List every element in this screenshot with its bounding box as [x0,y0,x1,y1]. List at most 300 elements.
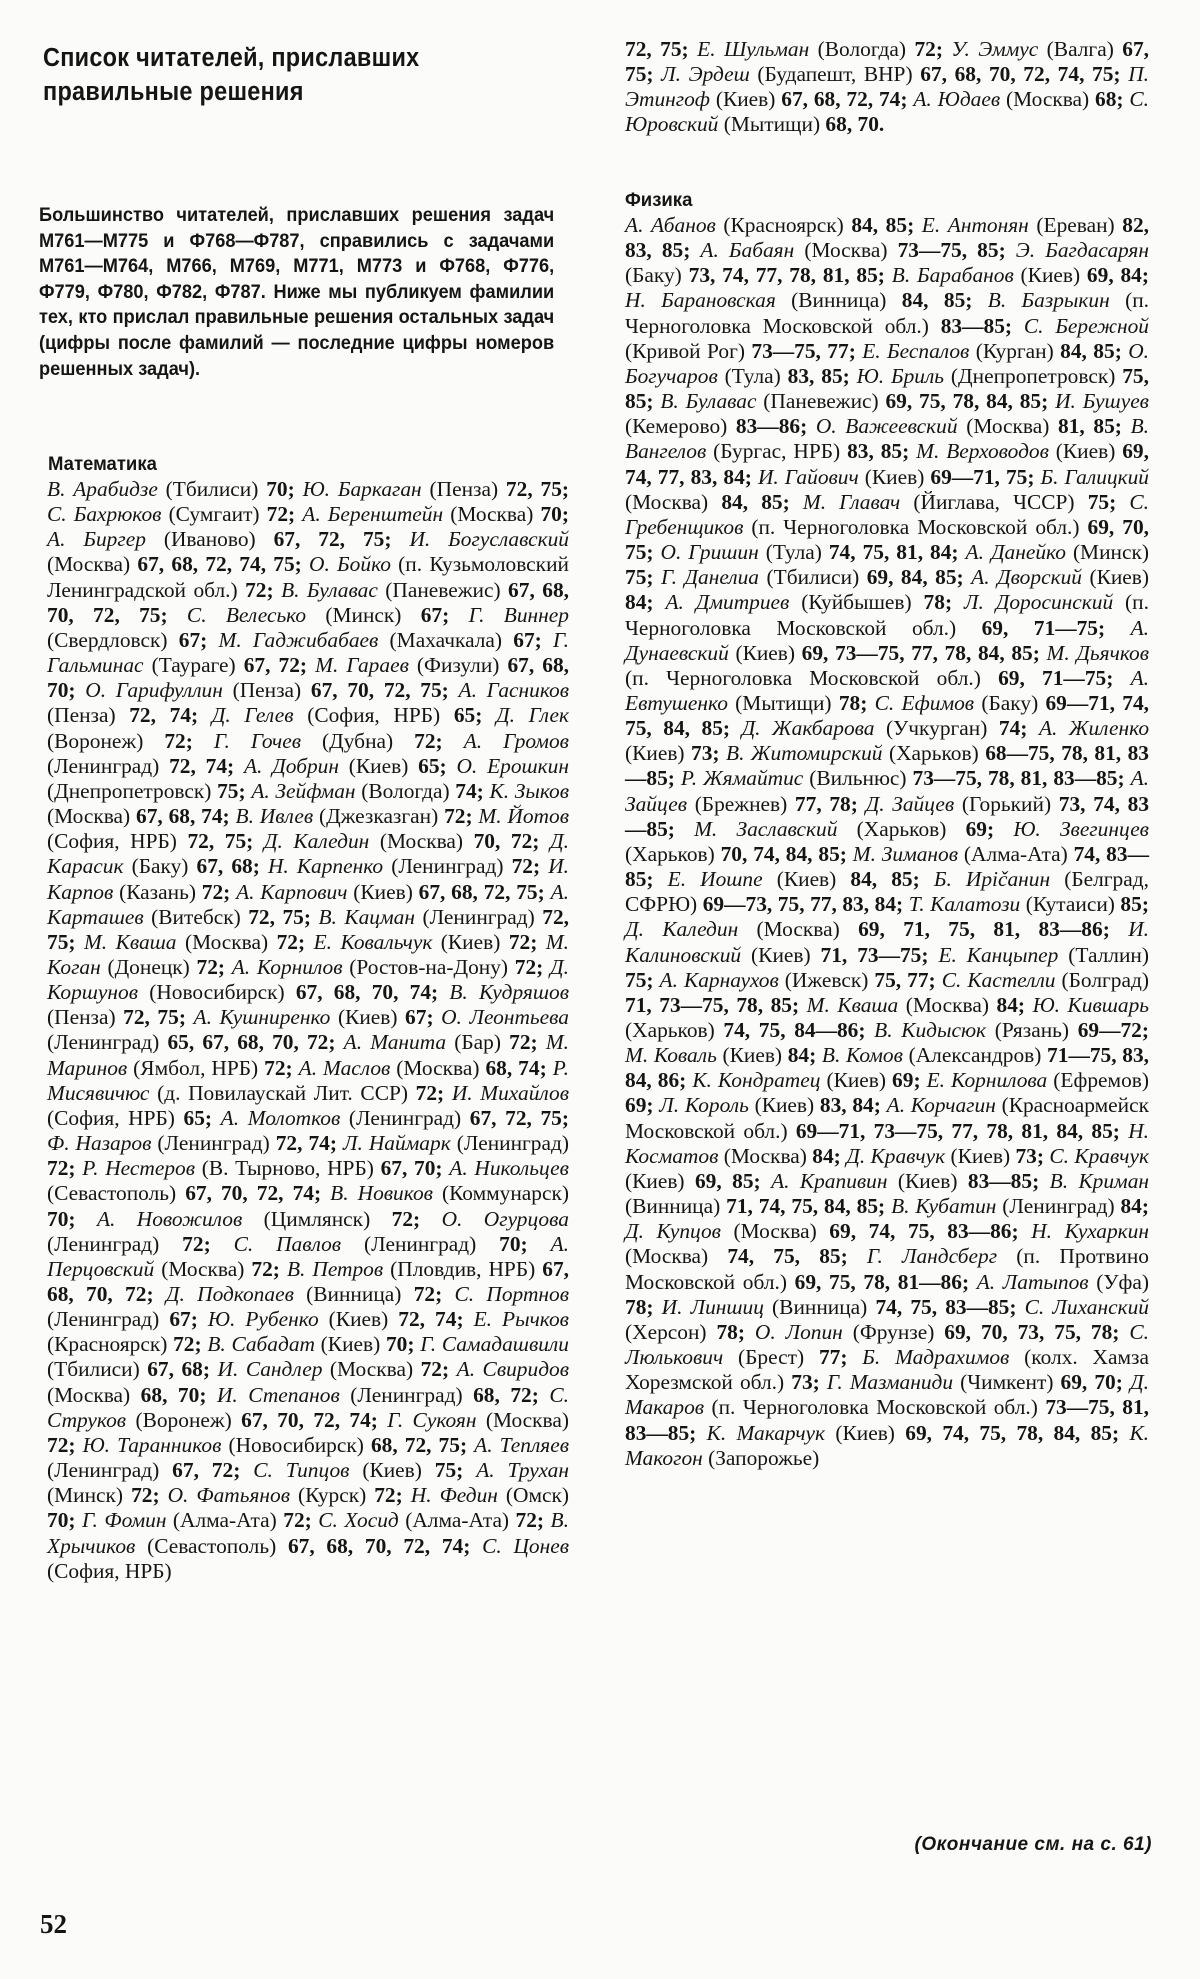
problem-numbers: 68—75, 78, 81, 83—85; [625,741,1150,791]
reader-city: (Вильнюс) [803,766,907,791]
reader-name: П. Этингоф [625,62,1149,112]
reader-name: Д. Зайцев [865,791,955,816]
reader-name: Р. Жямайтис [680,766,804,791]
reader-city: (Киев) [338,753,409,778]
problem-numbers: 78; [831,690,868,715]
reader-name: О. Огурцова [441,1206,569,1231]
reader-name: М. Заславский [694,816,838,841]
problem-numbers: 67, 68, 70, 72, 74; [276,1533,471,1558]
reader-name: О. Важеевский [815,414,958,439]
problem-numbers: 70, 72; [463,829,540,854]
reader-city: (Днепропетровск) [47,778,212,803]
reader-name: Д. Карасик [47,829,569,879]
reader-city: (Пенза) [47,703,116,728]
reader-name: О. Лопин [754,1319,843,1344]
reader-city: (Баку) [123,854,189,879]
reader-name: М. Зиманов [852,841,959,866]
reader-name: О. Гарифуллин [85,678,223,703]
reader-city: (Ленинград) [47,1030,160,1055]
reader-name: А. Зайцев [625,766,1149,816]
reader-city: (Баку) [974,690,1039,715]
problem-numbers: 68, 70. [820,112,885,137]
problem-numbers: 67, 68, 70; [47,653,570,703]
reader-city: (Кривой Рог) [625,338,745,363]
problem-numbers: 69; [946,816,995,841]
reader-city: (Винница) [763,1294,868,1319]
reader-city: (Ленинград) [339,1382,463,1407]
reader-entry [661,540,959,564]
reader-entry [207,1332,414,1356]
reader-entry [807,993,1025,1017]
reader-city: (Киев) [625,1168,685,1193]
reader-name: Д. Купцов [625,1219,721,1244]
reader-city: (Валга) [1038,37,1114,61]
problem-numbers: 72; [401,1282,443,1306]
problem-numbers: 69, 75, 78, 84, 85; [878,389,1049,414]
reader-entry [236,804,473,828]
reader-name: В. Булавас [660,389,757,414]
problem-numbers: 72; [237,577,274,602]
reader-city: (София, НРБ) [47,1105,175,1130]
reader-city: (п. Протвино Московской обл.) [625,1244,1149,1294]
problem-numbers: 70; [47,1206,76,1231]
reader-city: (д. Повилаускай Лит. ССР) [149,1080,408,1105]
reader-entry [214,729,443,753]
reader-entry [232,955,544,979]
reader-city: (Алма-Ата) [958,841,1068,866]
problem-numbers: 75, 77; [868,967,936,992]
reader-name: С. Портнов [454,1282,570,1306]
problem-numbers: 81, 85; [1049,414,1122,439]
reader-city: (Киев) [432,929,501,954]
problem-numbers: 72; [366,1483,403,1508]
reader-city: (Киев) [349,1458,422,1483]
reader-entry [344,1030,538,1054]
reader-name: А. Корнилов [231,954,343,979]
reader-name: М. Коваль [625,1043,717,1068]
reader-name: А. Бабаян [700,238,795,263]
problem-numbers: 72; [906,37,943,61]
problem-numbers: 83, 85; [840,439,910,464]
reader-city: (Москва) [898,992,989,1017]
problem-numbers: 67, 68; [188,854,260,879]
problem-numbers: 72, 74; [115,703,199,728]
reader-entry [221,1106,569,1130]
reader-city: (Запорожье) [702,1445,820,1470]
problem-numbers: 72, 75; [176,829,254,854]
problem-numbers: 70; [533,502,569,527]
problem-numbers: 72; [438,804,473,829]
reader-city: (Ростов-на-Дону) [342,954,509,979]
problem-numbers: 69, 70, 75; [625,514,1149,565]
reader-city: (Ленинград) [47,1307,160,1332]
problem-numbers: 84, 85; [708,489,790,514]
reader-city: (Киев) [318,1307,389,1332]
reader-name: В. Кубатин [891,1194,997,1219]
reader-name: О. Леонтьева [441,1005,569,1030]
reader-city: (Киев) [1081,565,1150,590]
reader-name: Т. Калатози [908,892,1021,917]
reader-name: А. Громов [463,728,569,753]
problem-numbers: 72; [508,954,544,979]
problem-numbers: 69, 71—75; [980,665,1114,690]
problem-numbers: 74, 75, 81, 84; [821,540,959,565]
reader-name: С. Ефимов [874,690,975,715]
reader-name: Ю. Звегинцев [1013,816,1149,841]
reader-name: А. Никольцев [449,1156,569,1181]
problem-numbers: 84, 85; [1053,338,1122,363]
problem-numbers: 70; [258,477,295,501]
problem-numbers: 70; [47,1508,76,1533]
reader-entry [83,1433,467,1457]
reader-entry [208,1307,464,1331]
reader-name: Н. Федин [410,1483,498,1508]
reader-name: Л. Эрдеш [661,62,750,87]
reader-name: И. Линшиц [661,1294,764,1319]
problem-numbers: 83—86; [727,414,808,439]
reader-entry [85,678,449,702]
problem-numbers: 72; [159,1231,211,1256]
reader-name: В. Кацман [318,904,415,929]
reader-name: М. Гараев [315,653,409,678]
reader-name: С. Павлов [233,1231,342,1256]
problem-numbers: 84, 85; [836,867,920,892]
reader-city: (Болград) [1055,967,1149,992]
reader-city: (Киев) [820,1068,887,1093]
problem-numbers: 77; [804,1345,848,1370]
reader-name: Г. Гальминас [47,627,569,678]
problem-numbers: 73; [1010,1143,1044,1168]
reader-name: Н. Косматов [625,1118,1149,1168]
problem-numbers: 68, 72; [462,1382,539,1407]
reader-name: Б. Галицкий [1040,464,1149,489]
reader-city: (Махачкала) [378,627,503,652]
reader-name: О. Бойко [309,552,391,577]
problem-numbers: 65; [174,1105,213,1130]
reader-city: (В. Тырново, НРБ) [195,1156,374,1181]
reader-name: Э. Багдасарян [1015,238,1149,263]
reader-city: (Цимлянск) [242,1206,371,1231]
reader-city: (Учкурган) [874,716,988,741]
reader-entry [314,930,538,954]
reader-name: А. Карпович [236,879,348,904]
problem-numbers: 71—75, 83, 84, 86; [625,1043,1149,1093]
reader-name: В. Петров [286,1256,384,1281]
reader-city: (Воронеж) [47,728,144,753]
problem-numbers: 72; [143,728,193,753]
problem-numbers: 69, 74, 77, 83, 84; [625,439,1149,489]
problem-numbers: 75; [1074,489,1117,514]
reader-name: С. Хосид [318,1508,399,1533]
reader-city: (Свердловск) [47,627,168,652]
reader-name: Ю. Бриль [856,363,945,388]
page-number: 52 [40,1909,67,1939]
problem-numbers: 73; [784,1370,820,1395]
problem-numbers: 83, 84; [814,1093,881,1118]
reader-city: (Киев) [1048,439,1116,464]
reader-city: (Рязань) [986,1018,1070,1042]
problem-numbers: 67, 70, 72, 74; [176,1181,322,1206]
reader-city: (Тбилиси) [759,565,860,590]
reader-name: Д. Гелев [211,703,294,728]
reader-name: А. Манита [343,1030,447,1055]
reader-name: С. Типцов [253,1458,350,1483]
reader-city: (Ленинград) [341,1231,477,1256]
problem-numbers: 84, 85; [843,213,915,237]
reader-entry [253,1458,463,1482]
problem-numbers: 73—75, 85; [887,238,1006,263]
reader-name: В. Арабидзе [47,477,158,501]
reader-name: Ю. Рубенко [207,1307,319,1332]
reader-city: (Тбилиси) [157,477,259,501]
reader-name: Д. Кравчук [846,1143,946,1168]
reader-city: (Ижевск) [778,967,869,992]
reader-city: (Киев) [762,867,837,892]
reader-name: Р. Мисявичюс [47,1055,569,1105]
problem-numbers: 83—85; [957,1168,1040,1193]
reader-name: И. Богуславский [409,527,569,552]
reader-name: Н. Кухаркин [1031,1219,1149,1244]
reader-city: (Минск) [47,1483,124,1508]
problem-numbers: 68, 72, 75; [363,1432,468,1457]
problem-numbers: 72; [47,1432,76,1457]
problem-numbers: 67; [397,1005,434,1030]
reader-city: (Фрунзе) [842,1319,935,1344]
reader-city: (Пенза) [222,678,302,703]
reader-city: (Минск) [1065,540,1149,565]
problem-numbers: 71, 74, 75, 84, 85; [720,1194,886,1219]
reader-city: (Ленинград) [340,1105,462,1130]
reader-entry [694,817,994,841]
section-heading-math: Математика [48,453,157,475]
reader-name: А. Перцовский [47,1231,569,1281]
reader-city: (Брест) [723,1345,805,1370]
reader-name: И. Степанов [216,1382,340,1407]
reader-name: У. Эммус [951,37,1039,61]
reader-name: Е. Антонян [921,213,1029,237]
problem-numbers: 75; [625,565,654,590]
reader-entry [302,502,569,526]
reader-name: Д. Каледин [625,917,739,942]
reader-name: Д. Подкопаев [165,1282,294,1306]
reader-city: (Москва) [718,1143,807,1168]
problem-numbers: 75; [211,778,246,803]
reader-name: В. Комов [821,1043,903,1068]
reader-name: Г. Ландсберг [866,1244,998,1269]
reader-city: (Харьков) [625,1018,715,1042]
reader-name: А. Зейфман [251,778,356,803]
reader-city: (Дубна) [301,728,394,753]
problem-numbers: 67, 68, 70, 72; [47,1256,569,1306]
problem-numbers: 69, 84; [1080,263,1149,288]
reader-name: О. Гришин [660,540,759,565]
reader-name: А. Абанов [625,213,716,237]
reader-name: Л. Доросинский [964,590,1114,615]
reader-name: Г. Данелиа [661,565,760,590]
problem-numbers: 74, 75, 83—85; [867,1294,1017,1319]
problem-numbers: 72; [370,1206,421,1231]
problem-numbers: 65; [408,753,447,778]
reader-city: (Севастополь) [135,1533,277,1558]
problem-numbers: 70; [476,1231,528,1256]
reader-city: (Москва) [794,238,888,263]
reader-name: А. Тепляев [474,1432,569,1457]
problem-numbers: 69—73, 75, 77, 83, 84; [697,892,904,917]
reader-city: (колх. Хамза Хорезмской обл.) [625,1345,1149,1395]
reader-name: С. Юровский [625,87,1149,137]
problem-numbers: 83—85; [928,313,1013,338]
reader-city: (Баку) [625,263,682,288]
section-heading-physics: Физика [625,189,693,211]
reader-name: В. Криман [1049,1168,1150,1193]
reader-city: (София, НРБ) [47,1558,172,1583]
reader-entry [47,527,391,551]
problem-numbers: 72; [503,854,541,879]
problem-numbers: 67; [502,627,542,652]
reader-name: Е. Рычков [473,1307,569,1332]
reader-entry [625,1219,1019,1243]
reader-city: (Йиглава, ЧССР) [900,489,1075,514]
reader-entry [625,917,1110,941]
reader-entry [692,1068,920,1092]
reader-city: (Киев) [347,879,413,904]
problem-numbers: 72, 75; [115,1005,186,1030]
reader-city: (Омск) [497,1483,569,1508]
reader-entry [47,477,295,501]
problem-numbers: 65, 67, 68, 70, 72; [159,1030,336,1055]
reader-entry [846,1144,1044,1168]
reader-city: (Новосибирск) [138,980,285,1005]
reader-city: (Москва) [1000,87,1090,112]
reader-entry [194,1005,434,1029]
reader-name: Г. Гочев [213,728,302,753]
problem-numbers: 69—71, 75; [924,464,1035,489]
reader-city: (Брежнев) [687,791,788,816]
problem-numbers: 67, 68, 74; [130,804,230,829]
problem-numbers: 72, 74; [159,753,235,778]
reader-name: Е. Канцыпер [938,942,1059,967]
problem-numbers: 70; [380,1332,415,1357]
problem-numbers: 68; [1089,87,1124,112]
reader-city: (Киев) [1013,263,1081,288]
problem-numbers: 84; [988,992,1026,1017]
reader-city: (Москва) [476,1407,569,1432]
reader-city: (Джезказган) [313,804,439,829]
reader-entry [892,263,1149,287]
reader-entry [909,892,1149,916]
reader-name: Б. Мадрахимов [862,1345,1010,1370]
reader-name: А. Кушниренко [193,1005,331,1030]
problem-numbers: 75, 85; [625,363,1149,414]
problem-numbers: 67, 68, 70, 72, 75; [47,577,569,627]
physics-entries-list [625,213,1149,1471]
reader-city: (Алма-Ата) [398,1508,510,1533]
problem-numbers: 67, 70, 72, 75; [301,678,449,703]
problem-numbers: 69, 85; [684,1168,761,1193]
reader-city: (Новосибирск) [221,1432,364,1457]
reader-entry [827,1370,1123,1394]
problem-numbers: 72; [501,1030,538,1055]
problem-numbers: 67, 72, 75; [255,527,392,552]
problem-numbers: 67, 68, 72, 75; [412,879,545,904]
reader-name: М. Кваша [83,929,177,954]
reader-city: (Москва) [443,502,534,527]
reader-name: И. Карпов [47,854,569,904]
reader-city: (Тула) [717,363,781,388]
reader-city: (Горький) [954,791,1052,816]
problem-numbers: 67, 75; [625,37,1149,87]
reader-name: М. Верховодов [916,439,1049,464]
reader-name: М. Гаджибабаев [218,627,379,652]
reader-city: (Физули) [408,653,500,678]
reader-name: С. Гребенщиков [625,489,1149,539]
reader-name: В. Кудряшов [449,980,569,1005]
reader-city: (Вологда) [809,37,907,61]
reader-entry [758,465,1035,489]
reader-city: (Казань) [113,879,196,904]
reader-city: (Винница) [625,1194,721,1219]
reader-name: А. Юдаев [913,87,1001,112]
reader-name: Л. Наймарк [342,1131,451,1156]
reader-city: (Киев) [887,1168,958,1193]
reader-name: Г. Фомин [82,1508,167,1533]
problem-numbers: 67, 70; [373,1156,443,1181]
reader-name: О. Ерошкин [456,753,569,778]
problem-numbers: 73; [684,741,720,766]
reader-name: С. Кравчук [1049,1143,1149,1168]
reader-city: (Пловдив, НРБ) [383,1256,536,1281]
reader-city: (Севастополь) [47,1181,177,1206]
reader-name: И. Михайлов [451,1080,569,1105]
reader-name: Е. Корнилова [926,1068,1048,1093]
problem-numbers: 69; [886,1068,921,1093]
reader-city: (Харьков) [882,741,979,766]
reader-entry [697,37,943,61]
problem-numbers: 84; [1114,1194,1149,1219]
reader-city: (Москва) [47,804,131,829]
problem-numbers: 69, 73—75, 77, 78, 84, 85; [795,640,1040,665]
reader-city: (Киев) [330,1005,398,1030]
reader-city: (Таллин) [1058,942,1149,967]
reader-city: (Днепропетровск) [944,363,1116,388]
problem-numbers: 67, 68, 70, 72, 74, 75; [912,62,1121,87]
reader-entry [244,754,447,778]
reader-name: В. Базрыкин [987,288,1110,313]
reader-name: В. Булавас [281,577,378,602]
reader-name: Д. Жакбарова [741,716,875,741]
problem-numbers: 74; [987,716,1028,741]
problem-numbers: 68, 74; [479,1055,547,1080]
problem-numbers: 72; [258,1055,293,1080]
reader-city: (Красноармейск Московской обл.) [625,1093,1150,1143]
reader-city: (Ленинград) [450,1131,570,1156]
reader-name: С. Кастелли [941,967,1056,992]
page-title: Список читателей, приславших правильные решения [43,44,420,106]
reader-entry [187,603,449,627]
reader-city: (Киев) [741,942,811,967]
reader-name: С. Цонев [482,1533,569,1558]
problem-numbers: 72, 75; [498,477,570,501]
problem-numbers: 72; [167,1332,202,1357]
problem-numbers: 69, 71—75; [956,615,1106,640]
problem-numbers: 69, 74, 75, 83—86; [816,1219,1019,1244]
reader-name: М. Дьячков [1046,640,1149,665]
intro-paragraph: Большинство читателей, приславших решения задач М761—М775 и Ф768—Ф787, справились с задачами М761—М764, М766, М769, М771, М773 и Ф768, Ф776, Ф779, Ф780, Ф782, Ф787. Ниже мы публикуем фамилии тех, кто прислал правильные решения остальных задач (цифры после фамилий — последние цифры номеров решенных задач). [39,204,555,380]
reader-name: А. Трухан [476,1458,569,1483]
problem-numbers: 67, 72; [159,1458,241,1483]
reader-entry [84,930,305,954]
reader-name: М. Йотов [478,804,569,829]
